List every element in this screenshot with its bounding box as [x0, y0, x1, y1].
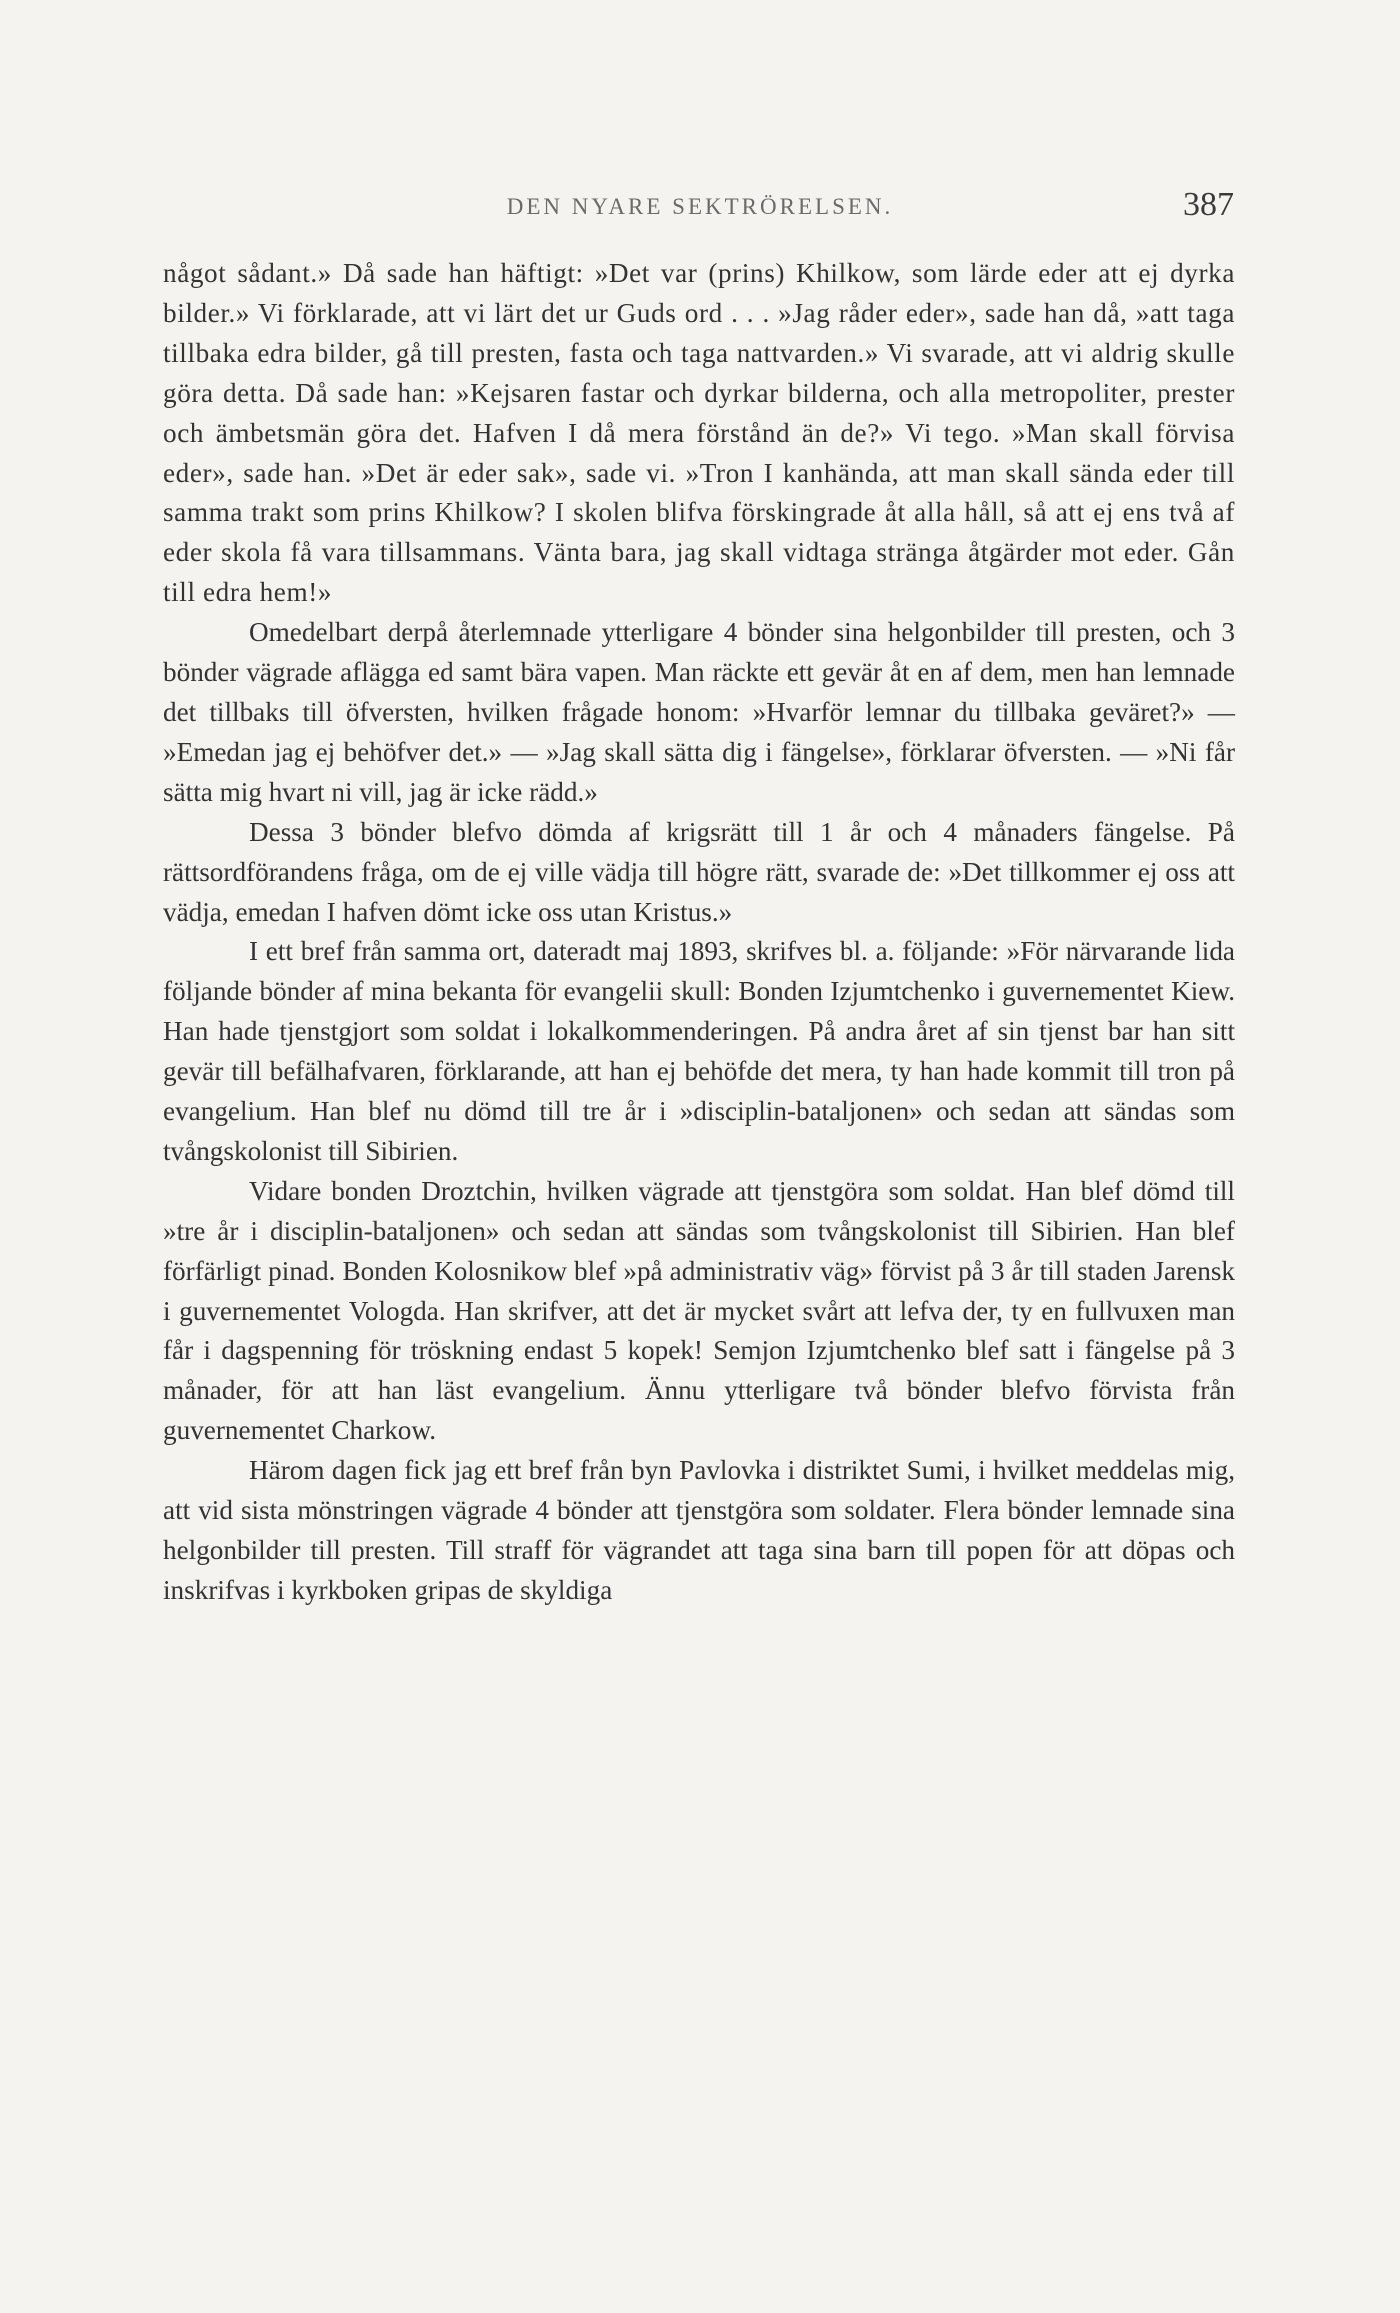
paragraph-bref-maj-1893: I ett bref från samma ort, dateradt maj 1893, skrifves bl. a. följande: »För närvarande lida följande bönder af mina bekanta för evangelii skull: Bonden Izjumtchenko i guvernementet Kiew. Han hade tjenstgjort som soldat i lokalkommenderingen. På andra året af sin tjenst bar han sitt gevär till befälhafvaren, förklarande, att han ej behöfde det mera, ty han hade kommit till tron på evangelium. Han blef nu dömd till tre år i »disciplin-bataljonen» och sedan att sändas som tvångskolonist till Sibirien. — [163, 936, 1235, 1166]
paragraph-vidare: Vidare bonden Droztchin, hvilken vägrade att tjenstgöra som soldat. Han blef dömd till »tre år i disciplin-bataljonen» och sedan att sändas som tvångskolonist till Sibirien. Han blef förfärligt pinad. Bonden Kolosnikow blef »på administrativ väg» förvist på 3 år till staden Jarensk i guvernementet Vologda. Han skrifver, att det är mycket svårt att lefva der, ty en fullvuxen man får i dagspenning för tröskning endast 5 kopek! Semjon Izjumtchenko blef satt i fängelse på 3 månader, för att han läst evangelium. Ännu ytterligare två bönder blefvo förvista från guvernementet Charkow. — [163, 1175, 1235, 1446]
paragraph-continuation: något sådant.» Då sade han häftigt: »Det var (prins) Khilkow, som lärde eder att ej dyrka bilder.» Vi förklarade, att vi lärt det ur Guds ord . . . »Jag råder eder», sade han då, »att taga tillbaka edra bilder, gå till presten, fasta och taga nattvarden.» Vi svarade, att vi aldrig skulle göra detta. Då sade han: »Kejsaren fastar och dyrkar bilderna, och alla metropoliter, prester och ämbetsmän göra det. Hafven I då mera förstånd än de?» Vi tego. »Man skall förvisa eder», sade han. »Det är eder sak», sade vi. »Tron I kanhända, att man skall sända eder till samma trakt som prins Khilkow? I skolen blifva förskingrade åt alla håll, så att ej ens två af eder skola få vara tillsammans. Vänta bara, jag skall vidtaga stränga åtgärder mot eder. Gån till edra hem!» — [163, 258, 1235, 608]
body-text — [163, 254, 1235, 1611]
paragraph-dessa: Dessa 3 bönder blefvo dömda af krigsrätt till 1 år och 4 månaders fängelse. På rättsordförandens fråga, om de ej ville vädja till högre rätt, svarade de: »Det tillkommer ej oss att vädja, emedan I hafven dömt icke oss utan Kristus.» — [163, 816, 1235, 927]
page-number: 387 — [1183, 186, 1234, 223]
paragraph-omedelbart: Omedelbart derpå återlemnade ytterligare 4 bönder sina helgonbilder till presten, och 3 bönder vägrade aflägga ed samt bära vapen. Man räckte ett gevär åt en af dem, men han lemnade det tillbaks till öfversten, hvilken frågade honom: »Hvarför lemnar du tillbaka geväret?» — »Emedan jag ej behöfver det.» — »Jag skall sätta dig i fängelse», förklarar öfversten. — »Ni får sätta mig hvart ni vill, jag är icke rädd.» — [163, 617, 1235, 807]
running-title: DEN NYARE SEKTRÖRELSEN. — [506, 194, 894, 219]
running-header — [160, 186, 1240, 230]
paragraph-harom-dagen: Härom dagen fick jag ett bref från byn Pavlovka i distriktet Sumi, i hvilket meddelas mig, att vid sista mönstringen vägrade 4 bönder att tjenstgöra som soldater. Flera bönder lemnade sina helgonbilder till presten. Till straff för vägrandet att taga sina barn till popen för att döpas och inskrifvas i kyrkboken gripas de skyldiga — [163, 1455, 1235, 1605]
